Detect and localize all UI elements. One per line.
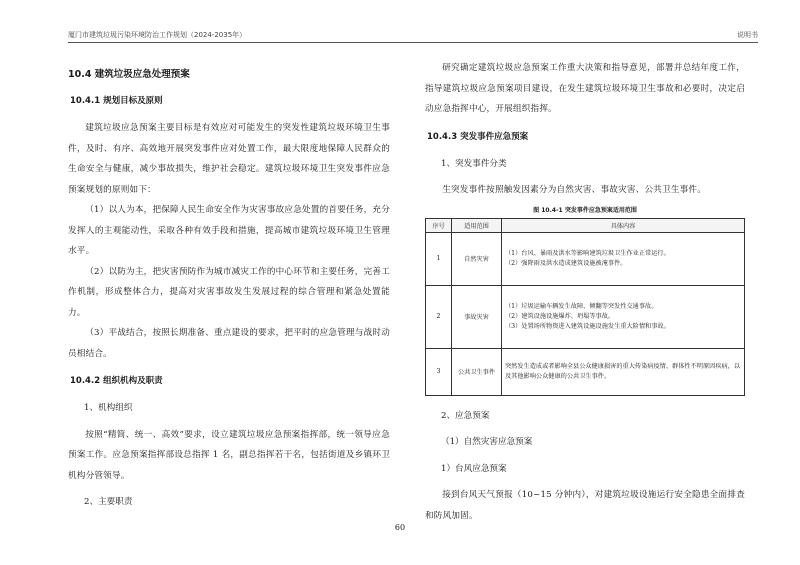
table-header-cell: 具体内容 bbox=[502, 218, 745, 232]
table-row bbox=[426, 232, 745, 285]
table-cell-no: 3 bbox=[426, 348, 452, 395]
table-row bbox=[426, 348, 745, 395]
table-cell-scope: 事故灾害 bbox=[452, 285, 502, 348]
running-header-title: 厦门市建筑垃圾污染环境防治工作规划（2024-2035年） bbox=[68, 31, 247, 39]
content-item: 突然发生造成或者影响全县公众健康损害的重大传染病疫情、群体性不明原因疾病，以及其他影响公众健康的公共卫生事件。 bbox=[505, 362, 741, 380]
subsection-heading-10-4-2: 10.4.2 组织机构及职责 bbox=[70, 376, 163, 386]
table-cell-content bbox=[502, 232, 745, 285]
subsection-heading-10-4-1: 10.4.1 规划目标及原则 bbox=[70, 96, 163, 106]
page-number: 60 bbox=[394, 523, 406, 532]
table-caption: 图 10.4-1 突发事件应急预案适用范围 bbox=[533, 206, 637, 214]
paragraph: 生突发事件按照触发因素分为自然灾害、事故灾害、公共卫生事件。 bbox=[442, 185, 707, 195]
paragraph: 研究确定建筑垃圾应急预案工作重大决策和指导意见，部署并总结年度工作，指导建筑垃圾应急预案项目建设，在发生建筑垃圾环境卫生事故和必要时，决定启动应急指挥中心，开展组织指挥。 bbox=[425, 63, 745, 114]
table-header-cell: 序号 bbox=[426, 218, 452, 232]
content-item: （3）处置场所物资进入建筑设施设施发生重大险情和事故。 bbox=[505, 322, 670, 330]
left-column bbox=[68, 58, 390, 519]
table-cell-content bbox=[502, 348, 745, 395]
list-heading: 1、突发事件分类 bbox=[441, 158, 507, 169]
content-item: （2）强降雨及洪水造成建筑设施被淹事件。 bbox=[505, 259, 627, 267]
right-column bbox=[425, 58, 745, 526]
paragraph: （3）平战结合，按照长期准备、重点建设的要求，把平时的应急管理与战时动员相结合。 bbox=[68, 328, 390, 359]
paragraph: （2）以防为主，把灾害预防作为城市减灾工作的中心环节和主要任务，完善工作机制，形成整体合力，提高对灾害事故发生发展过程的综合管理和紧急处置能力。 bbox=[68, 266, 390, 318]
table-cell-no: 1 bbox=[426, 232, 452, 285]
table-cell-scope: 公共卫生事件 bbox=[452, 348, 502, 395]
table-header-row bbox=[426, 218, 745, 232]
content-item: （2）建筑设施设施爆炸、坍塌等事故。 bbox=[505, 312, 615, 320]
table-cell-scope: 自然灾害 bbox=[452, 232, 502, 285]
paragraph: 接到台风天气预报（10~15 分钟内），对建筑垃圾设施运行安全隐患全面排查和防风加固。 bbox=[425, 490, 745, 521]
list-heading: 2、主要职责 bbox=[84, 497, 133, 507]
table-cell-content bbox=[502, 285, 745, 348]
table-row bbox=[426, 285, 745, 348]
header-rule bbox=[68, 42, 758, 43]
table-cell-no: 2 bbox=[426, 285, 452, 348]
list-subheading: 1）台风应急预案 bbox=[441, 463, 507, 474]
paragraph: 按照“精简、统一、高效”要求，设立建筑垃圾应急预案指挥部，统一领导应急预案工作。应急预案指挥部设总指挥 1 名，副总指挥若干名，包括街道及乡镇环卫机构分管领导。 bbox=[68, 429, 390, 481]
section-heading-10-4: 10.4 建筑垃圾应急处理预案 bbox=[68, 69, 190, 80]
content-item: （1）台风、暴雨及洪水等影响建筑垃圾卫生作业正常运行。 bbox=[505, 249, 670, 257]
list-heading: 2、应急预案 bbox=[441, 410, 490, 421]
subsection-heading-10-4-3: 10.4.3 突发事件应急预案 bbox=[427, 131, 529, 142]
content-item: （1）垃圾运输车辆发生故障、倾翻等突发性交通事故。 bbox=[505, 302, 658, 310]
list-subheading: （1）自然灾害应急预案 bbox=[441, 437, 533, 447]
emergency-scope-table bbox=[425, 218, 745, 396]
list-heading: 1、机构组织 bbox=[84, 403, 133, 413]
paragraph: （1）以人为本，把保障人民生命安全作为灾害事故应急处置的首要任务，充分发挥人的主观能动性，采取各种有效手段和措施，提高城市建筑垃圾环境卫生管理水平。 bbox=[68, 205, 390, 256]
table-header-cell: 适用范围 bbox=[452, 218, 502, 232]
running-header-section: 说明书 bbox=[737, 31, 758, 39]
paragraph: 建筑垃圾应急预案主要目标是有效应对可能发生的突发性建筑垃圾环境卫生事件，及时、有序、高效地开展突发事件应对处置工作，最大限度地保障人民群众的生命安全与健康，减少事故损失，维护社会稳定。建筑垃圾环境卫生突发事件应急预案规划的原则如下： bbox=[68, 123, 390, 195]
